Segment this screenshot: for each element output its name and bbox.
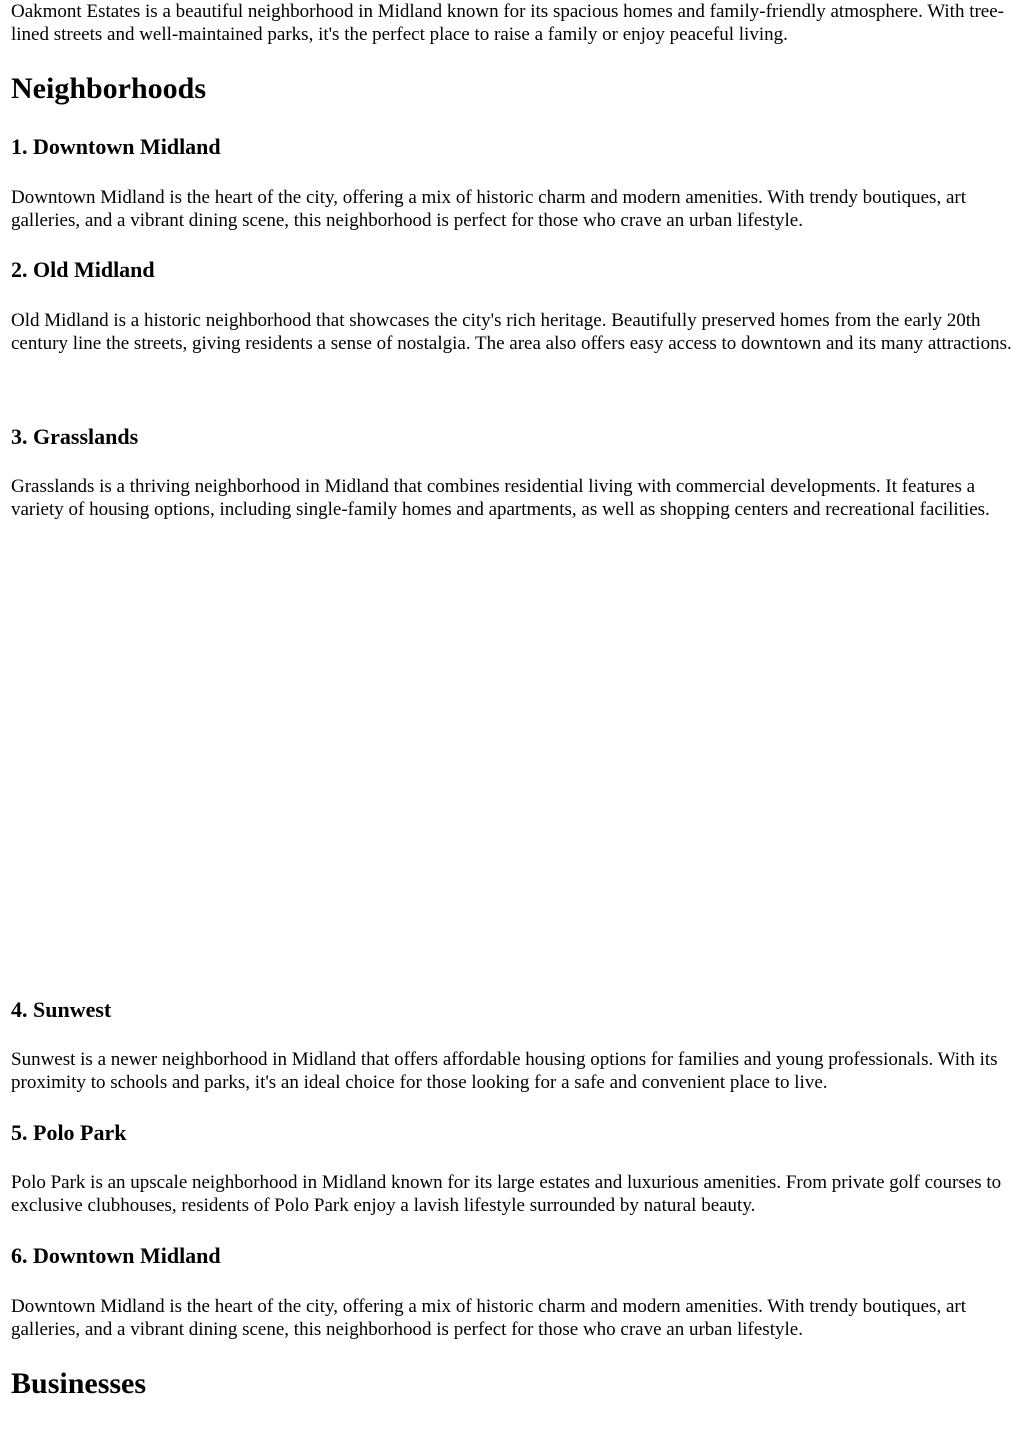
neighborhood-title: 2. Old Midland (11, 257, 155, 282)
neighborhood-description: Old Midland is a historic neighborhood that showcases the city's rich heritage. Beautifully preserved homes from the early 20th century line the streets, giving residents a sense of nostalgia. The area also offers easy access to downtown and its many attractions. (11, 310, 1012, 354)
neighborhood-title: 4. Sunwest (11, 997, 112, 1022)
neighborhood-description: Polo Park is an upscale neighborhood in Midland known for its large estates and luxurious amenities. From private golf courses to exclusive clubhouses, residents of Polo Park enjoy a lavish lifestyle surrounded by natural beauty. (11, 1172, 1002, 1216)
neighborhood-description: Downtown Midland is the heart of the city, offering a mix of historic charm and modern amenities. With trendy boutiques, art galleries, and a vibrant dining scene, this neighborhood is perfect for those who crave an urban lifestyle. (11, 187, 966, 231)
intro-paragraph: Oakmont Estates is a beautiful neighborhood in Midland known for its spacious homes and family-friendly atmosphere. With tree-lined streets and well-maintained parks, it's the perfect place to raise a family or enjoy peaceful living. (11, 1, 1005, 45)
neighborhood-description: Downtown Midland is the heart of the city, offering a mix of historic charm and modern amenities. With trendy boutiques, art galleries, and a vibrant dining scene, this neighborhood is perfect for those who crave an urban lifestyle. (11, 1296, 966, 1340)
neighborhoods-heading: Neighborhoods (11, 72, 207, 105)
neighborhood-title: 1. Downtown Midland (11, 134, 221, 159)
neighborhood-description: Sunwest is a newer neighborhood in Midland that offers affordable housing options for families and young professionals. With its proximity to schools and parks, it's an ideal choice for those looking for a safe and convenient place to live. (11, 1049, 998, 1093)
neighborhood-title: 6. Downtown Midland (11, 1243, 221, 1268)
neighborhood-description: Grasslands is a thriving neighborhood in Midland that combines residential living with commercial developments. It features a variety of housing options, including single-family homes and apartments, as well as shopping centers and recreational facilities. (11, 476, 990, 520)
businesses-heading: Businesses (11, 1367, 147, 1400)
neighborhood-title: 5. Polo Park (11, 1120, 127, 1145)
neighborhood-title: 3. Grasslands (11, 424, 139, 449)
